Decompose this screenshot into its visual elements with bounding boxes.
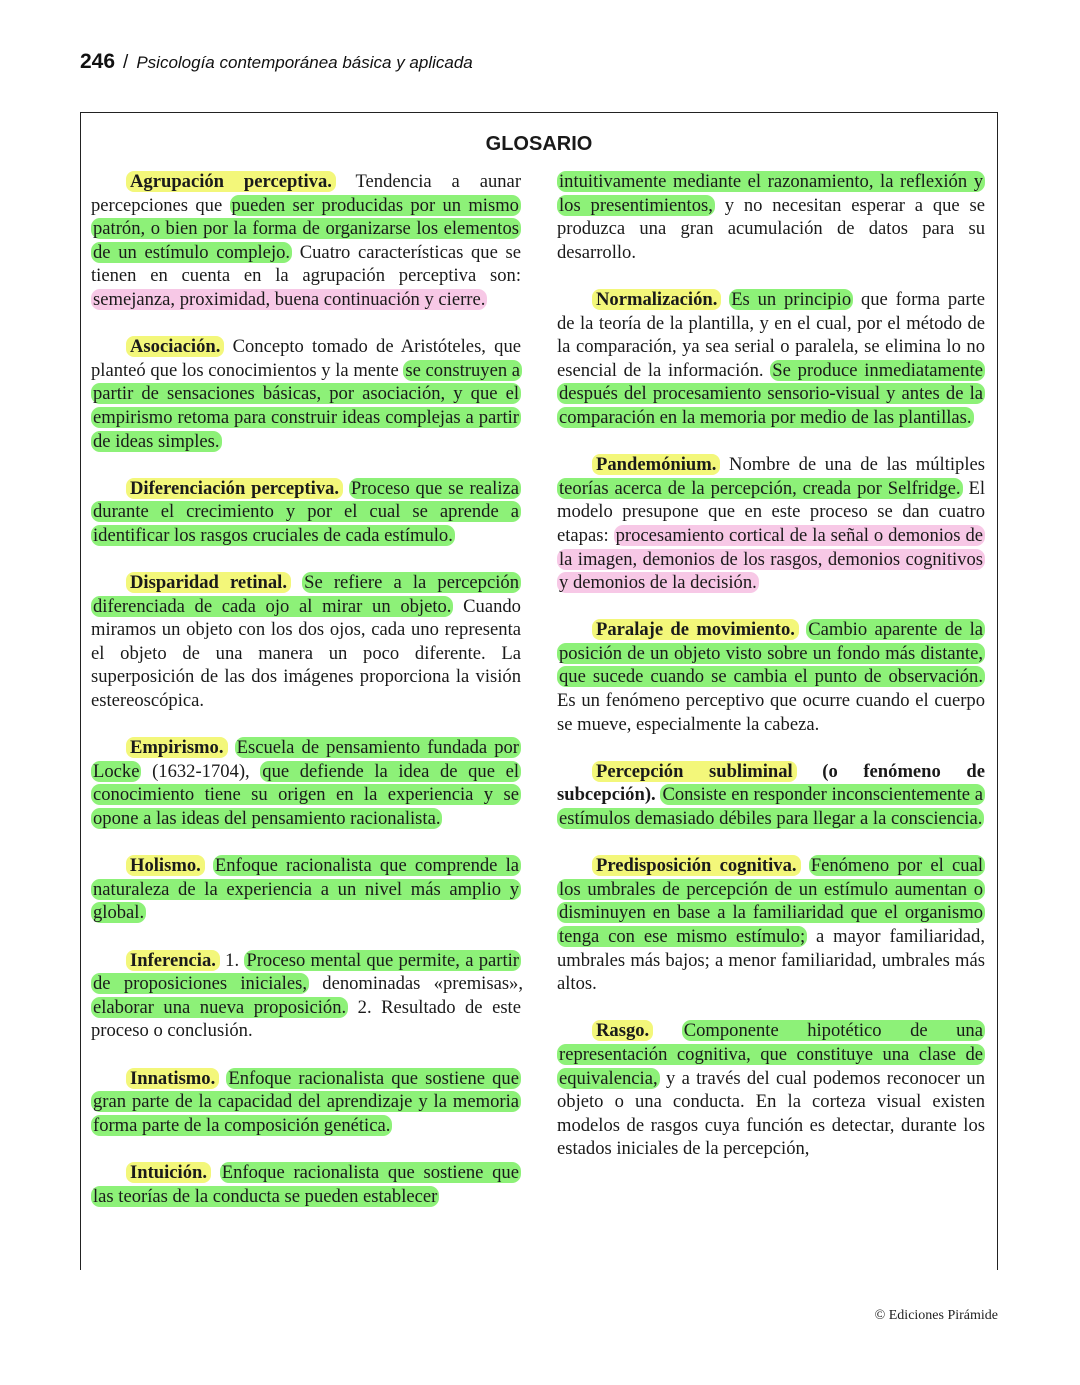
highlighted-text: Enfoque racionalista que sostiene que gran parte de la capacidad del aprendizaje y la memoria forma parte de la composición genética. — [93, 1067, 519, 1136]
highlighted-text: Cambio aparente de la posición de un objeto visto sobre un fondo más distante, que sucede cuando se cambia el punto de observación. — [559, 619, 983, 688]
highlighted-text: elaborar una nueva proposición. — [93, 996, 347, 1018]
highlighted-text: pueden ser producidas por un mismo patrón, o bien por la forma de organizarse los elementos de un estímulo complejo. — [93, 194, 519, 263]
highlighted-text: Enfoque racionalista que sostiene que las teorías de la conducta se pueden establecer — [93, 1161, 519, 1207]
highlighted-text: Consiste en responder inconscientemente a estímulos demasiado débiles para llegar a la consciencia. — [559, 784, 983, 830]
glossary-term: Rasgo. — [592, 1020, 653, 1041]
glossary-term: Percepción subliminal — [592, 761, 797, 782]
glossary-term: Intuición. — [126, 1162, 211, 1183]
glossary-term: Inferencia. — [126, 950, 220, 971]
highlighted-text: Se refiere a la percepción diferenciada de cada ojo al mirar un objeto. — [93, 572, 519, 617]
highlighted-text: Se produce inmediatamente después del procesamiento sensorio-visual y antes de la comparación en la memoria por medio de las plantillas. — [559, 359, 983, 428]
glossary-term-extra: (o fenómeno de subcepción). — [557, 760, 985, 806]
glossary-entry-continuation — [557, 170, 985, 264]
glossary-entry — [91, 1161, 521, 1208]
highlighted-text: Escuela de pensamiento fundada por Locke — [93, 737, 520, 782]
glossary-term: Paralaje de movimiento. — [592, 619, 799, 640]
definition-text: Cuatro características que se tienen en cuenta en la agrupación perceptiva son: — [91, 241, 521, 287]
definition-text: denominadas «premisas», — [309, 973, 523, 995]
book-title: Psicología contemporánea básica y aplicada — [136, 53, 473, 72]
glossary-term: Pandemónium. — [592, 454, 720, 475]
copyright-footer: © Ediciones Pirámide — [874, 1308, 998, 1323]
definition-text: y no necesitan esperar a que se produzca una gran acumulación de datos para su desarrollo. — [557, 194, 985, 263]
glossary-term: Asociación. — [126, 336, 224, 357]
definition-text — [228, 737, 235, 758]
glossary-entry — [91, 477, 521, 548]
definition-text: Concepto tomado de Aristóteles, que planteó que los conocimientos y la mente — [91, 336, 521, 381]
glossary-term: Normalización. — [592, 289, 721, 310]
glossary-entry — [557, 1019, 985, 1161]
glossary-entry — [91, 1067, 521, 1138]
glossary-entry — [557, 618, 985, 736]
definition-text: Tendencia a aunar percepciones que — [91, 171, 522, 216]
definition-text — [801, 855, 809, 876]
definition-text: (1632-1704), — [141, 760, 261, 782]
highlighted-text: procesamiento cortical de la señal o demonios de la imagen, demonios de los rasgos, demonios cognitivos y demonios de la decisión. — [559, 524, 983, 594]
glossary-entry — [91, 335, 521, 453]
highlighted-text: intuitivamente mediante el razonamiento, la reflexión y los presentimientos, — [559, 171, 983, 216]
glossary-title: GLOSARIO — [485, 133, 593, 155]
glossary-entry — [91, 854, 521, 925]
definition-text — [291, 572, 302, 593]
glossary-left-column — [91, 170, 521, 1232]
glossary-term: Predisposición cognitiva. — [592, 855, 801, 876]
definition-text — [721, 289, 729, 310]
glossary-entry — [557, 854, 985, 996]
glossary-entry — [557, 453, 985, 595]
definition-text: 2. Resultado de este proceso o conclusión. — [91, 996, 521, 1042]
glossary-term: Diferenciación perceptiva. — [126, 478, 343, 499]
definition-text: a mayor familiaridad, umbrales más bajos; a menor familiaridad, umbrales más altos. — [557, 926, 985, 995]
definition-text: que forma parte de la teoría de la plantilla, y en el cual, por el método de la comparación, ya sea serial o paralela, se elimina lo no esencial de la información. — [557, 288, 985, 381]
highlighted-text: Proceso mental que permite, a partir de proposiciones iniciales, — [93, 949, 519, 995]
glossary-term: Holismo. — [126, 855, 205, 876]
glossary-entry — [91, 949, 521, 1043]
glossary-term: Agrupación perceptiva. — [126, 171, 336, 192]
glossary-term: Disparidad retinal. — [126, 572, 291, 593]
highlighted-text: Componente hipotético de una representación cognitiva, que constituye una clase de equivalencia, — [559, 1020, 983, 1089]
page-number: 246 — [80, 50, 116, 73]
definition-text: Cuando miramos un objeto con los dos ojos, cada uno representa el objeto de una manera un poco diferente. La superposición de las dos imágenes proporciona la visión estereoscópica. — [91, 595, 521, 712]
glossary-entry — [91, 170, 521, 312]
definition-text: y a través del cual podemos reconocer un objeto o una conducta. En la corteza visual existen modelos de rasgos cuya función es detectar, durante los estados iniciales de la percepción, — [557, 1067, 985, 1160]
highlighted-text: Proceso que se realiza durante el crecimiento y por el cual se aprende a identificar los rasgos cruciales de cada estímulo. — [93, 477, 519, 546]
highlighted-text: se construyen a partir de sensaciones básicas, por asociación, y que el empirismo retoma para construir ideas complejas a partir de ideas simples. — [93, 359, 521, 452]
definition-text: 1. — [219, 949, 245, 971]
definition-text — [211, 1162, 220, 1183]
glossary-right-column — [557, 170, 985, 1185]
definition-text — [205, 855, 213, 876]
glossary-entry — [91, 736, 521, 830]
highlighted-text: semejanza, proximidad, buena continuación y cierre. — [93, 288, 486, 310]
glossary-entry — [91, 571, 521, 713]
definition-text — [653, 1020, 682, 1041]
glossary-entry — [557, 760, 985, 831]
header-separator: / — [123, 52, 129, 73]
definition-text: Nombre de una de las múltiples — [720, 454, 985, 476]
glossary-term: Innatismo. — [126, 1068, 219, 1089]
highlighted-text: que defiende la idea de que el conocimiento tiene su origen en la experiencia y se opone a las ideas del pensamiento racionalista. — [93, 760, 519, 830]
definition-text: Es un fenómeno perceptivo que ocurre cuando el cuerpo se mueve, especialmente la cabeza. — [557, 690, 985, 735]
glossary-term: Empirismo. — [126, 737, 228, 758]
glossary-box — [80, 112, 998, 1270]
running-header — [80, 50, 473, 74]
highlighted-text: Es un principio — [731, 288, 852, 310]
definition-text — [343, 478, 349, 499]
glossary-entry — [557, 288, 985, 430]
definition-text: El modelo presupone que en este proceso se dan cuatro etapas: — [557, 477, 985, 546]
highlighted-text: Enfoque racionalista que comprende la naturaleza de la experiencia a un nivel más amplio y global. — [93, 855, 519, 924]
highlighted-text: teorías acerca de la percepción, creada por Selfridge. — [559, 477, 961, 499]
highlighted-text: Fenómeno por el cual los umbrales de percepción de un estímulo aumentan o disminuyen en base a la familiaridad que el organismo tenga con ese mismo estímulo; — [559, 855, 983, 947]
